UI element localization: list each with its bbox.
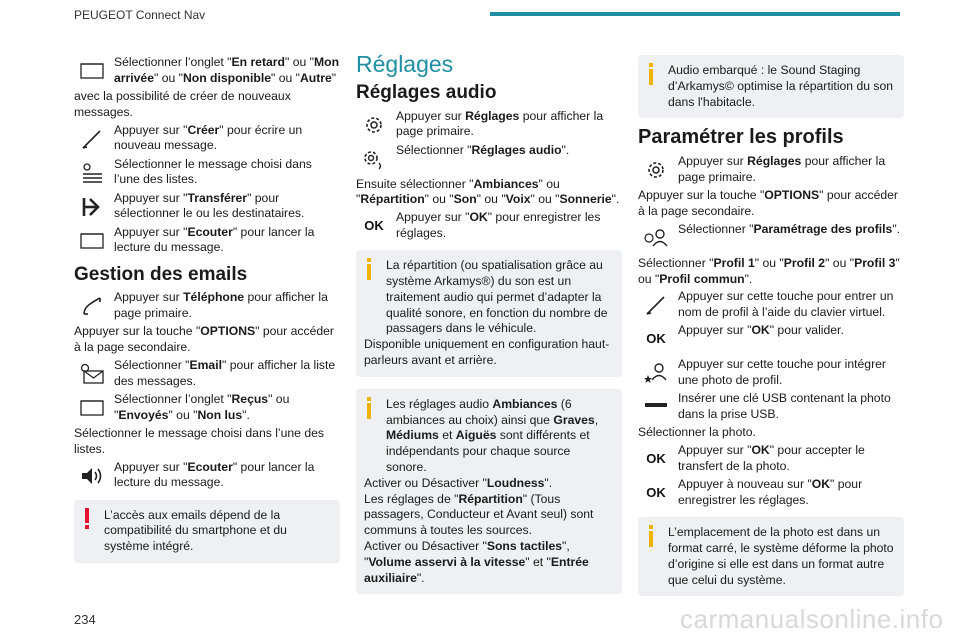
warning-box	[74, 500, 340, 563]
info-box-ambiances	[356, 389, 622, 595]
text-p10: Appuyer sur "OK" pour accepter le transfert de la photo.	[678, 443, 865, 473]
ok-button-icon: OK	[646, 485, 666, 501]
ok-button-icon: OK	[646, 451, 666, 467]
text-p7: Appuyer sur cette touche pour intégrer une photo de profil.	[678, 357, 886, 388]
step-profile-settings	[638, 154, 904, 186]
pencil-icon	[638, 289, 674, 321]
step-transfer	[74, 191, 340, 223]
step-select-message	[74, 157, 340, 189]
text-e4: Sélectionner l’onglet "Reçus" ou "Envoyés" ou "Non lus".	[114, 391, 290, 422]
speaker-icon	[74, 460, 110, 492]
text-p2: Appuyer sur la touche "OPTIONS" pour accéder à la page secondaire.	[638, 188, 898, 218]
step-profile-photo	[638, 357, 904, 389]
column-3	[638, 55, 904, 608]
step-profile-usb	[638, 391, 904, 423]
profile-icon	[638, 222, 674, 254]
envelope-icon	[74, 225, 110, 257]
page-number: 234	[74, 612, 96, 627]
watermark: carmanualsonline.info	[680, 604, 944, 634]
gear-icon	[638, 154, 674, 186]
step-profile-ok	[638, 323, 904, 355]
text-s3: Sélectionner le message choisi dans l’une des listes.	[114, 156, 312, 187]
usb-icon	[638, 391, 674, 423]
text-a4: Appuyer sur "OK" pour enregistrer les réglages.	[396, 210, 601, 240]
text-s1: Sélectionner l’onglet "En retard" ou "Mon arrivée" ou "Non disponible" ou "Autre"	[114, 55, 340, 85]
info-text-2: Les réglages audio Ambiances (6 ambiances au choix) ainsi que Graves, Médiums et Aiguës sont différents et indépendants pour chaque source sonore.	[386, 396, 599, 474]
ok-button-icon: OK	[646, 331, 666, 347]
page-header-title: PEUGEOT Connect Nav	[74, 8, 206, 22]
step-email-select	[74, 358, 340, 390]
heading-reglages: Réglages	[356, 51, 454, 77]
text-p5: Appuyer sur cette touche pour entrer un nom de profil à l’aide du clavier virtuel.	[678, 289, 894, 320]
text-a3: Ensuite sélectionner "Ambiances" ou "Répartition" ou "Son" ou "Voix" ou "Sonnerie".	[356, 176, 620, 207]
info-text-1b: Disponible uniquement en configuration haut-parleurs avant et arrière.	[364, 337, 610, 367]
info-icon	[366, 397, 372, 419]
envelope-icon	[74, 392, 110, 424]
text-s5: Appuyer sur "Ecouter" pour lancer la lecture du message.	[114, 224, 315, 255]
step-audio-settings	[356, 109, 622, 141]
step-email-tab	[74, 392, 340, 424]
text-a1: Appuyer sur Réglages pour afficher la page primaire.	[396, 108, 604, 139]
info-text-2b: Activer ou Désactiver "Loudness".	[364, 475, 553, 490]
header-accent-bar	[490, 12, 900, 16]
info-icon	[366, 258, 372, 280]
text-a2: Sélectionner "Réglages audio".	[396, 142, 570, 157]
list-icon	[74, 157, 110, 189]
heading-profils: Paramétrer les profils	[638, 126, 844, 149]
step-profile-save	[638, 477, 904, 509]
info-box-repartition	[356, 250, 622, 377]
pencil-icon	[74, 123, 110, 155]
step-profile-accept	[638, 443, 904, 475]
text-p6: Appuyer sur "OK" pour valider.	[678, 323, 844, 338]
text-p4: Sélectionner "Profil 1" ou "Profil 2" ou "Profil 3" ou "Profil commun".	[638, 255, 900, 286]
text-e3: Sélectionner "Email" pour afficher la liste des messages.	[114, 357, 336, 388]
column-1	[74, 55, 340, 575]
heading-emails: Gestion des emails	[74, 263, 248, 285]
info-icon	[648, 63, 654, 85]
text-e6: Appuyer sur "Ecouter" pour lancer la lecture du message.	[114, 459, 315, 490]
info-text-2d: Activer ou Désactiver "Sons tactiles", "Volume asservi à la vitesse" et "Entrée auxiliaire".	[364, 538, 589, 585]
info-icon	[648, 525, 654, 547]
text-e1: Appuyer sur Téléphone pour afficher la page primaire.	[114, 290, 328, 321]
envelope-icon	[74, 55, 110, 87]
email-icon	[74, 358, 110, 390]
step-listen	[74, 225, 340, 257]
gear-icon	[356, 109, 392, 141]
phone-icon	[74, 290, 110, 322]
step-audio-ok	[356, 210, 622, 242]
warning-icon	[84, 508, 90, 530]
step-email-phone	[74, 290, 340, 322]
text-p11: Appuyer à nouveau sur "OK" pour enregistrer les réglages.	[678, 477, 863, 507]
text-p1: Appuyer sur Réglages pour afficher la page primaire.	[678, 154, 886, 184]
ok-button-icon: OK	[364, 218, 384, 234]
step-audio-select	[356, 143, 622, 175]
text-e5: Sélectionner le message choisi dans l’une des listes.	[74, 425, 324, 456]
info-text-1: La répartition (ou spatialisation grâce au système Arkamys®) du son est un traitement audio qui permet d’adapter la qualité sonore, en fonction du nombre de passagers dans le véhicule.	[386, 258, 608, 336]
profile-photo-icon	[638, 357, 674, 389]
step-email-listen	[74, 460, 340, 492]
info-text-4: L’emplacement de la photo est dans un format carré, le système déforme la photo d’origine si elle est dans un format autre que celui du système.	[668, 525, 894, 587]
text-s2: Appuyer sur "Créer" pour écrire un nouveau message.	[114, 122, 303, 153]
text-p8: Insérer une clé USB contenant la photo dans la prise USB.	[678, 391, 891, 422]
forward-arrow-icon	[74, 191, 110, 223]
column-2	[356, 51, 622, 606]
step-profile-params	[638, 222, 904, 254]
info-box-photo	[638, 517, 904, 596]
audio-settings-icon	[356, 143, 392, 175]
text-s4: Appuyer sur "Transférer" pour sélectionner le ou les destinataires.	[114, 190, 305, 221]
info-box-arkamys	[638, 55, 904, 118]
step-profile-name	[638, 289, 904, 321]
text-p3: Sélectionner "Paramétrage des profils".	[678, 221, 901, 236]
step-create	[74, 123, 340, 155]
warning-text: L’accès aux emails dépend de la compatibilité du smartphone et du système intégré.	[104, 507, 287, 554]
text-e2: Appuyer sur la touche "OPTIONS" pour accéder à la page secondaire.	[74, 324, 334, 355]
text-s1-tail: avec la possibilité de créer de nouveaux messages.	[74, 89, 291, 119]
step-tab-select	[74, 55, 340, 87]
info-text-2c: Les réglages de "Répartition" (Tous passagers, Conducteur et Avant seul) sont communs à toutes les sources.	[364, 491, 594, 538]
text-p9: Sélectionner la photo.	[638, 425, 756, 440]
heading-audio: Réglages audio	[356, 81, 497, 103]
info-text-3: Audio embarqué : le Sound Staging d’Arkamys© optimise la répartition du son dans l'habitacle.	[668, 63, 894, 109]
